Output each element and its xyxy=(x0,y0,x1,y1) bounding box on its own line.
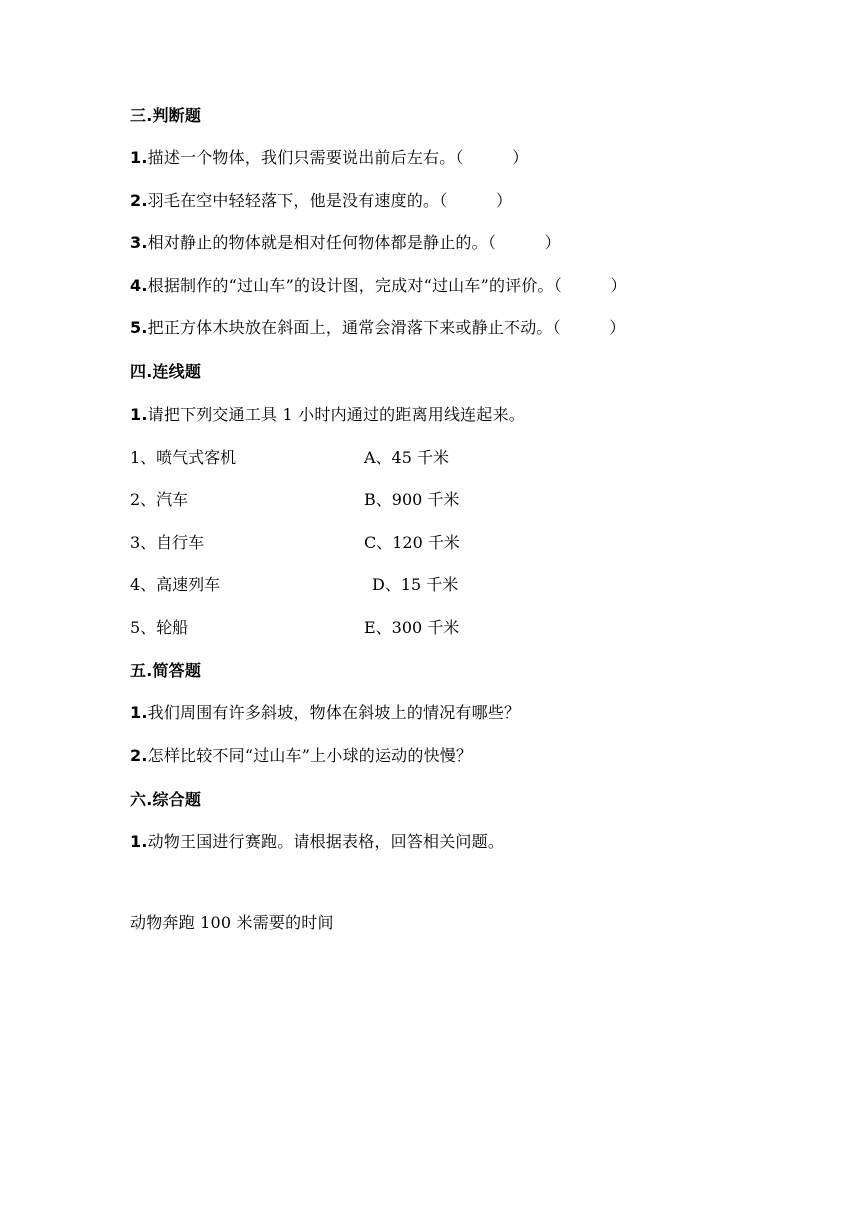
judge-question-5 xyxy=(130,318,626,338)
section-heading-judge: 三.判断题 xyxy=(130,106,202,125)
question-number: 4. xyxy=(130,276,148,295)
question-text: 请把下列交通工具 1 小时内通过的距离用线连起来。 xyxy=(147,405,525,424)
judge-question-2 xyxy=(130,191,512,211)
short-answer-question-1 xyxy=(130,703,520,723)
matching-left-item: 2、汽车 xyxy=(130,490,189,509)
question-text: 根据制作的“过山车”的设计图，完成对“过山车”的评价。（ ） xyxy=(147,276,627,295)
question-text: 相对静止的物体就是相对任何物体都是静止的。（ ） xyxy=(147,233,561,252)
question-text: 动物王国进行赛跑。请根据表格，回答相关问题。 xyxy=(147,832,505,851)
section-heading-comprehensive: 六.综合题 xyxy=(130,790,202,809)
question-text: 我们周围有许多斜坡，物体在斜坡上的情况有哪些？ xyxy=(147,703,521,722)
matching-left-item: 5、轮船 xyxy=(130,618,189,637)
section-heading-short-answer: 五.简答题 xyxy=(130,661,202,680)
question-number: 1. xyxy=(130,405,148,424)
table-caption: 动物奔跑 100 米需要的时间 xyxy=(130,913,334,932)
question-text: 羽毛在空中轻轻落下，他是没有速度的。（ ） xyxy=(147,191,513,210)
matching-prompt xyxy=(130,405,525,425)
judge-question-1 xyxy=(130,148,528,168)
question-text: 怎样比较不同“过山车”上小球的运动的快慢？ xyxy=(147,746,473,765)
matching-right-item: A、45 千米 xyxy=(364,448,450,467)
matching-right-item: E、300 千米 xyxy=(364,618,460,637)
question-number: 2. xyxy=(130,746,148,765)
matching-left-item: 4、高速列车 xyxy=(130,575,221,594)
matching-right-item: B、900 千米 xyxy=(364,490,460,509)
section-heading-matching: 四.连线题 xyxy=(130,362,202,381)
question-number: 1. xyxy=(130,148,148,167)
question-number: 1. xyxy=(130,832,148,851)
question-number: 1. xyxy=(130,703,148,722)
judge-question-3 xyxy=(130,233,561,253)
short-answer-question-2 xyxy=(130,746,472,766)
question-text: 把正方体木块放在斜面上，通常会滑落下来或静止不动。（ ） xyxy=(147,318,626,337)
matching-left-item: 1、喷气式客机 xyxy=(130,448,237,467)
judge-question-4 xyxy=(130,276,627,296)
question-number: 3. xyxy=(130,233,148,252)
comprehensive-question-1 xyxy=(130,832,504,852)
question-number: 2. xyxy=(130,191,148,210)
matching-right-item: C、120 千米 xyxy=(364,533,460,552)
matching-left-item: 3、自行车 xyxy=(130,533,205,552)
question-text: 描述一个物体，我们只需要说出前后左右。（ ） xyxy=(147,148,529,167)
matching-right-item: D、15 千米 xyxy=(372,575,459,594)
question-number: 5. xyxy=(130,318,148,337)
